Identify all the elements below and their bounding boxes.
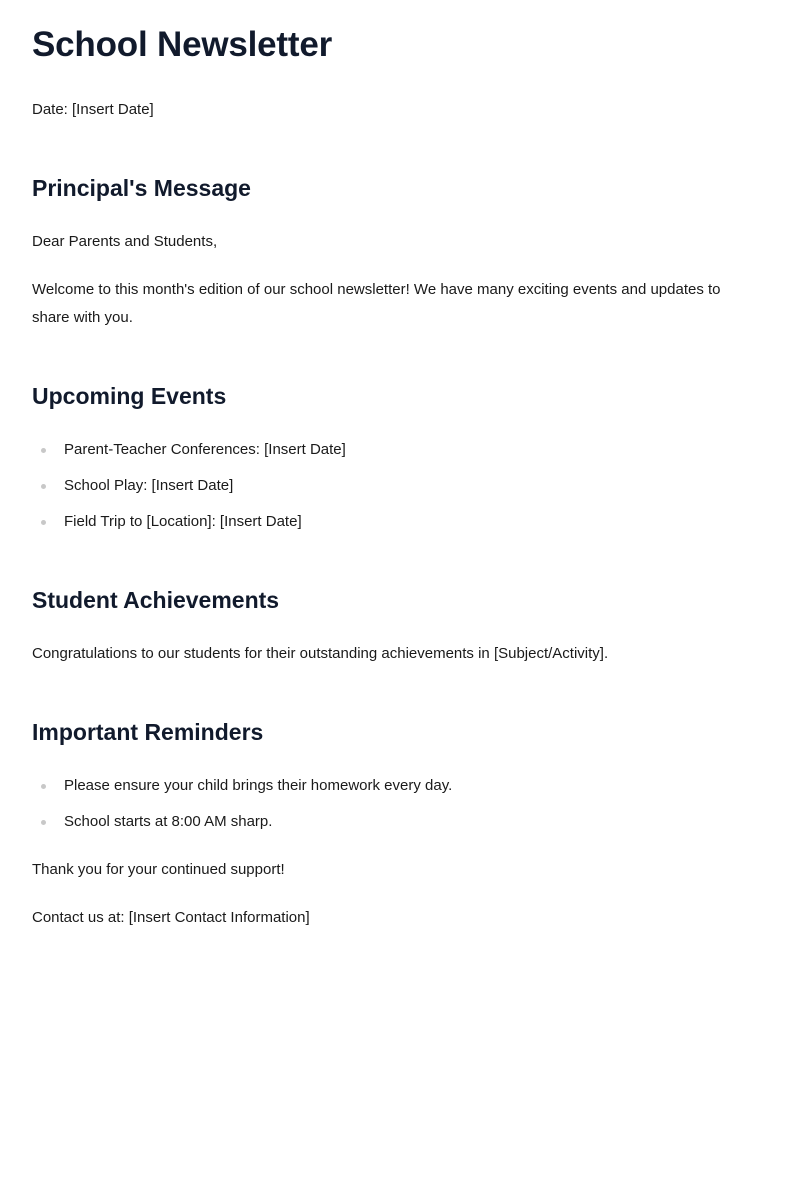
events-list bbox=[32, 439, 346, 547]
bullet-icon bbox=[41, 448, 46, 453]
list-item bbox=[32, 511, 346, 547]
bullet-icon bbox=[41, 820, 46, 825]
achievements-body: Congratulations to our students for their outstanding achievements in [Subject/Activity]. bbox=[32, 645, 609, 662]
achievements-heading: Student Achievements bbox=[32, 587, 280, 613]
reminders-heading: Important Reminders bbox=[32, 719, 264, 745]
list-item bbox=[32, 811, 452, 847]
list-item bbox=[32, 775, 452, 811]
reminders-list bbox=[32, 775, 452, 847]
events-heading: Upcoming Events bbox=[32, 383, 227, 409]
list-item bbox=[32, 475, 346, 511]
contact-line: Contact us at: [Insert Contact Information] bbox=[32, 909, 310, 926]
reminder-item-text: School starts at 8:00 AM sharp. bbox=[64, 813, 273, 830]
event-item-text: School Play: [Insert Date] bbox=[64, 477, 234, 494]
closing-thanks: Thank you for your continued support! bbox=[32, 861, 285, 878]
event-item-text: Parent-Teacher Conferences: [Insert Date] bbox=[64, 441, 346, 458]
bullet-icon bbox=[41, 484, 46, 489]
principal-greeting: Dear Parents and Students, bbox=[32, 233, 218, 250]
event-item-text: Field Trip to [Location]: [Insert Date] bbox=[64, 513, 302, 530]
bullet-icon bbox=[41, 784, 46, 789]
bullet-icon bbox=[41, 520, 46, 525]
date-line: Date: [Insert Date] bbox=[32, 101, 154, 118]
list-item bbox=[32, 439, 346, 475]
page-title: School Newsletter bbox=[32, 25, 333, 64]
principal-heading: Principal's Message bbox=[32, 175, 251, 201]
reminder-item-text: Please ensure your child brings their homework every day. bbox=[64, 777, 453, 794]
principal-body: Welcome to this month's edition of our school newsletter! We have many exciting events and updates to share with you. bbox=[32, 281, 721, 326]
